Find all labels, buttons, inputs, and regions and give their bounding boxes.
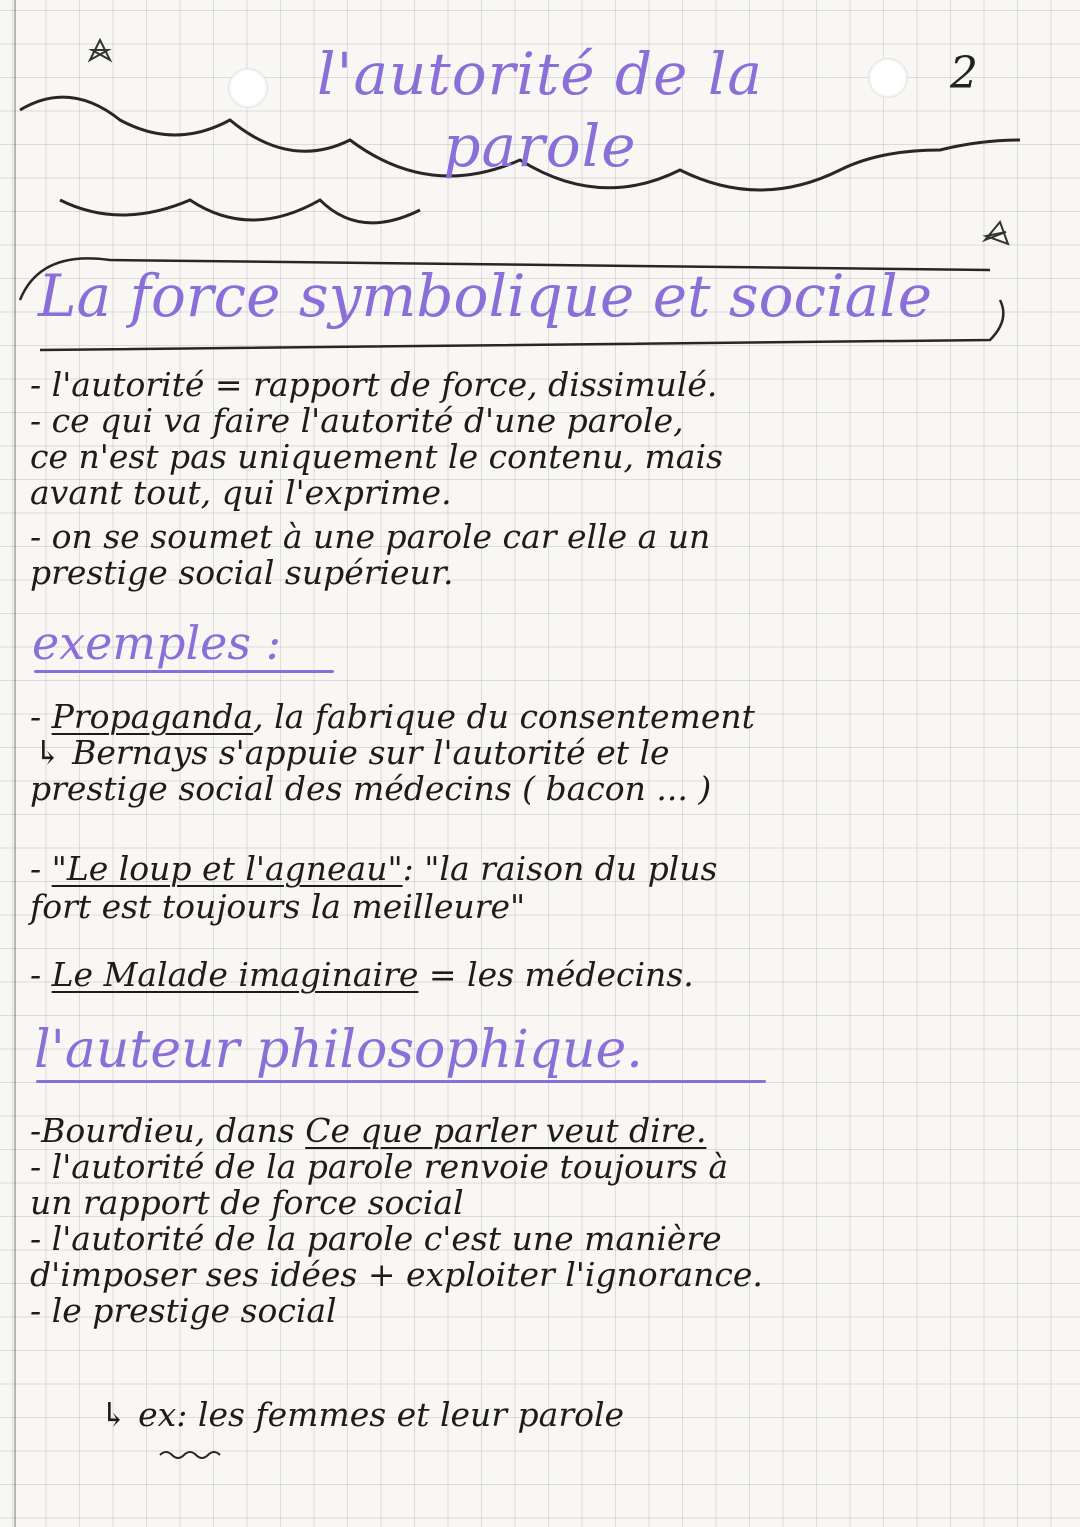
text-line: d'imposer ses idées + exploiter l'ignorance. — [30, 1255, 763, 1294]
example-label: ex — [138, 1395, 177, 1434]
star-icon — [985, 222, 1008, 244]
example-malade: - Le Malade imaginaire = les médecins. — [30, 955, 694, 994]
text-line: - l'autorité de la parole c'est une manière — [30, 1219, 722, 1258]
text-line: prestige social des médecins ( bacon ... ) — [30, 769, 712, 808]
section-heading-force: La force symbolique et sociale — [38, 262, 933, 330]
text-line: ce n'est pas uniquement le contenu, mais — [30, 437, 723, 476]
text-line: prestige social supérieur. — [30, 553, 454, 592]
example-title: Propaganda — [51, 697, 254, 736]
text-line: avant tout, qui l'exprime. — [30, 473, 452, 512]
example-propaganda: - Propaganda, la fabrique du consentement — [30, 697, 755, 736]
section-heading-auteur: l'auteur philosophique. — [34, 1020, 643, 1080]
text-line: - on se soumet à une parole car elle a un — [30, 517, 711, 556]
page-number: 2 — [950, 48, 978, 99]
text-line: - l'autorité de la parole renvoie toujours à — [30, 1147, 729, 1186]
text-segment: -Bourdieu, dans — [30, 1111, 306, 1150]
page-title-line2: parole — [443, 112, 637, 180]
text-line: - le prestige social — [30, 1291, 337, 1330]
text-line-bourdieu — [30, 1111, 1060, 1150]
example-title: Le Malade imaginaire — [51, 955, 419, 994]
examples-heading: exemples : — [32, 616, 282, 670]
page-title-line1: l'autorité de la — [316, 40, 763, 108]
text-line: - l'autorité = rapport de force, dissimulé. — [30, 365, 718, 404]
example-text: , la fabrique du consentement — [253, 697, 755, 736]
example-women: ↳ ex: les femmes et leur parole — [100, 1395, 625, 1434]
example-text: = les médecins. — [418, 955, 694, 994]
example-title: "Le loup et l'agneau" — [51, 849, 403, 888]
text-line: ↳ Bernays s'appuie sur l'autorité et le — [34, 733, 670, 772]
cloud-outline-bottom — [60, 200, 420, 223]
section-heading-underline — [36, 1080, 766, 1083]
examples-underline — [34, 670, 334, 673]
example-text: : "la raison du plus — [402, 849, 718, 888]
wavy-underline — [160, 1452, 220, 1458]
example-text: : les femmes et leur parole — [176, 1395, 625, 1434]
text-line: - ce qui va faire l'autorité d'une parole, — [30, 401, 684, 440]
text-line: fort est toujours la meilleure" — [30, 887, 526, 926]
book-title: Ce que parler veut dire. — [305, 1111, 707, 1150]
text-line: un rapport de force social — [30, 1183, 464, 1222]
example-fable: - "Le loup et l'agneau": "la raison du plus — [30, 849, 718, 888]
